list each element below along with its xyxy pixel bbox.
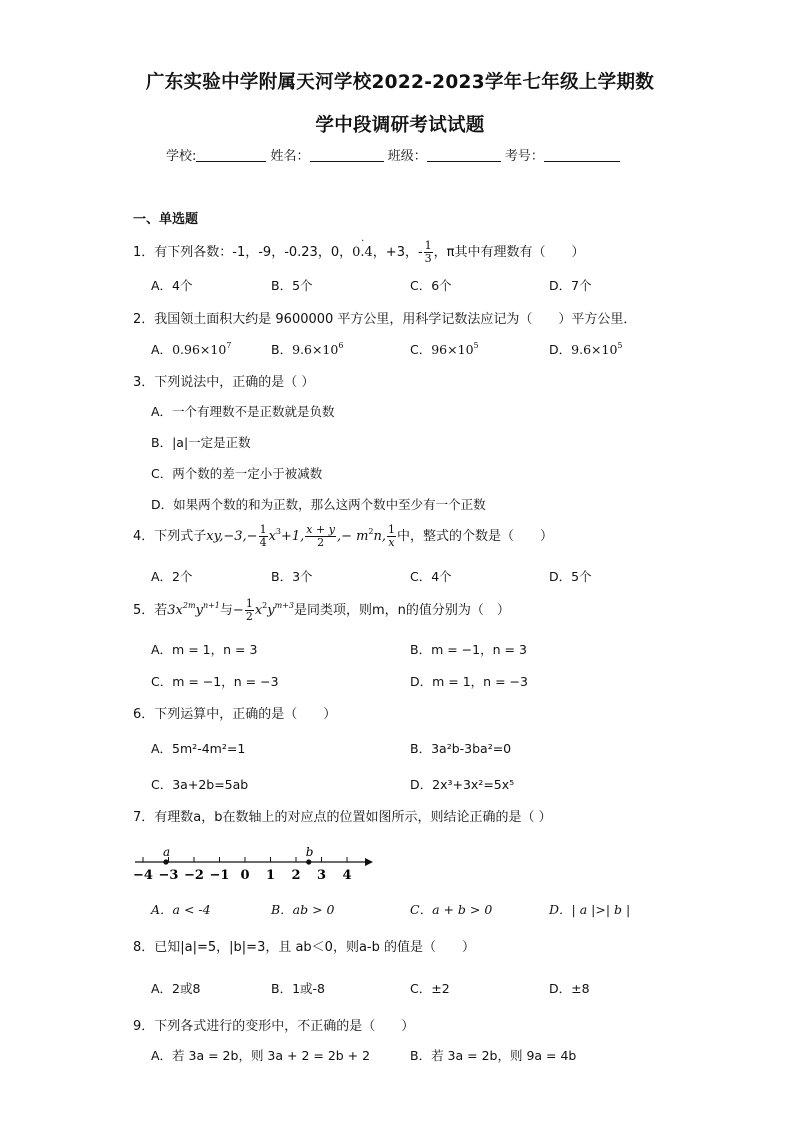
question-2: 2．我国领土面积大约是 9600000 平方公里，用科学记数法应记为（ ）平方公里． xyxy=(133,312,637,327)
q1-option-a[interactable]: A．4个 xyxy=(151,278,193,293)
section-heading: 一、单选题 xyxy=(133,212,199,227)
question-6: 6．下列运算中，正确的是（ ） xyxy=(133,707,337,722)
q3-option-c[interactable]: C．两个数的差一定小于被减数 xyxy=(151,466,323,481)
number-line-labels xyxy=(133,868,352,883)
q2-option-a[interactable]: A．$0.96\times 10^7$ xyxy=(151,341,232,357)
number-line-tick-label: −3 xyxy=(158,868,179,883)
q6-option-d[interactable]: D．2x³+3x²=5x⁵ xyxy=(410,777,515,792)
q2-option-c[interactable]: C．$96\times 10^5$ xyxy=(410,341,479,357)
class-blank[interactable] xyxy=(427,149,501,162)
question-8: 8．已知|a|=5，|b|=3，且 ab＜0，则a-b 的值是（ ） xyxy=(133,940,475,955)
q5-option-b[interactable]: B．m = −1，n = 3 xyxy=(410,642,527,657)
fraction-1-3: $\frac{1}{3}$ xyxy=(424,239,432,265)
point-b-label: b xyxy=(305,845,314,859)
question-9: 9．下列各式进行的变形中，不正确的是（ ） xyxy=(133,1019,415,1034)
number-line-tick-label: −2 xyxy=(184,868,204,883)
q5-option-c[interactable]: C．m = −1，n = −3 xyxy=(151,674,279,689)
q6-option-b[interactable]: B．3a²b-3ba²=0 xyxy=(410,741,512,756)
q7-option-a[interactable]: A．a < -4 xyxy=(151,902,211,917)
q8-option-d[interactable]: D．±8 xyxy=(549,981,590,996)
q3-option-a[interactable]: A．一个有理数不是正数就是负数 xyxy=(151,404,335,419)
q3-option-d[interactable]: D．如果两个数的和为正数，那么这两个数中至少有一个正数 xyxy=(151,497,486,512)
q4-option-a[interactable]: A．2个 xyxy=(151,569,193,584)
q8-option-b[interactable]: B．1或-8 xyxy=(271,981,325,996)
q8-option-a[interactable]: A．2或8 xyxy=(151,981,201,996)
number-line-ticks xyxy=(143,857,347,862)
q7-option-b[interactable]: B．ab > 0 xyxy=(271,902,335,917)
number-line-tick-label: 2 xyxy=(291,868,301,883)
name-label: 姓名： xyxy=(270,149,310,164)
number-line-arrow-icon xyxy=(365,858,373,866)
q1-option-d[interactable]: D．7个 xyxy=(549,278,592,293)
school-label: 学校: xyxy=(166,149,197,164)
q5-option-d[interactable]: D．m = 1，n = −3 xyxy=(410,674,528,689)
q9-option-b[interactable]: B．若 3a = 2b，则 9a = 4b xyxy=(410,1048,577,1063)
number-line-tick-label: 3 xyxy=(316,868,327,883)
point-a-marker xyxy=(163,859,168,864)
point-b-marker xyxy=(306,859,311,864)
q6-option-c[interactable]: C．3a+2b=5ab xyxy=(151,777,249,792)
number-line-tick-label: 4 xyxy=(342,868,352,883)
question-5: 5．若$3x^{2m}y^{n+1}$与− $\frac{1}{2}$ $x^2y^{m+3}$是同类项，则m，n的值分别为（ ） xyxy=(133,597,510,623)
number-line-tick-label: 0 xyxy=(240,868,250,883)
name-blank[interactable] xyxy=(310,149,384,162)
question-1: 1．有下列各数：-1，-9，-0.23，0， · 0.4，+3，- $\frac{1}{3}$ ，π其中有理数有（ ） xyxy=(133,236,585,265)
student-info-row xyxy=(166,145,620,164)
number-line-tick-label: −4 xyxy=(133,868,153,883)
school-blank[interactable] xyxy=(196,149,266,162)
q8-option-c[interactable]: C．±2 xyxy=(410,981,450,996)
question-4: 4．下列式子xy,−3,− $\frac{1}{4}$ $x^3+1$, $\frac{x + y}{2}$ ,− $m^2n$, $\frac{1}{x}$ 中，整式的个数是（ ） xyxy=(133,523,554,549)
point-a-label: a xyxy=(162,845,171,859)
q2-option-d[interactable]: D．$9.6\times 10^5$ xyxy=(549,341,623,357)
q1-option-c[interactable]: C．6个 xyxy=(410,278,452,293)
exam-no-blank[interactable] xyxy=(544,149,620,162)
number-line-tick-label: 1 xyxy=(265,868,276,883)
q6-option-a[interactable]: A．5m²-4m²=1 xyxy=(151,741,246,756)
q4-option-b[interactable]: B．3个 xyxy=(271,569,313,584)
question-3: 3．下列说法中，正确的是（ ） xyxy=(133,375,315,390)
question-7: 7．有理数a，b在数轴上的对应点的位置如图所示，则结论正确的是（ ） xyxy=(133,810,552,825)
q9-option-a[interactable]: A．若 3a = 2b，则 3a + 2 = 2b + 2 xyxy=(151,1048,371,1063)
q2-option-b[interactable]: B．$9.6\times 10^6$ xyxy=(271,341,344,357)
q7-option-d[interactable]: D．| a |>| b | xyxy=(549,902,631,917)
exam-title-line1: 广东实验中学附属天河学校2022-2023学年七年级上学期数 xyxy=(145,72,655,93)
q1-option-b[interactable]: B．5个 xyxy=(271,278,313,293)
class-label: 班级： xyxy=(387,149,427,164)
exam-no-label: 考号： xyxy=(504,149,544,164)
repeating-decimal: 0.4 xyxy=(352,245,373,260)
q4-option-d[interactable]: D．5个 xyxy=(549,569,592,584)
q7-option-c[interactable]: C．a + b > 0 xyxy=(410,902,493,917)
exam-title-line2: 学中段调研考试试题 xyxy=(315,115,485,136)
q3-option-b[interactable]: B．|a|一定是正数 xyxy=(151,435,251,450)
q4-option-c[interactable]: C．4个 xyxy=(410,569,452,584)
number-line-tick-label: −1 xyxy=(209,868,230,883)
number-line xyxy=(133,845,383,885)
q5-option-a[interactable]: A．m = 1，n = 3 xyxy=(151,642,258,657)
